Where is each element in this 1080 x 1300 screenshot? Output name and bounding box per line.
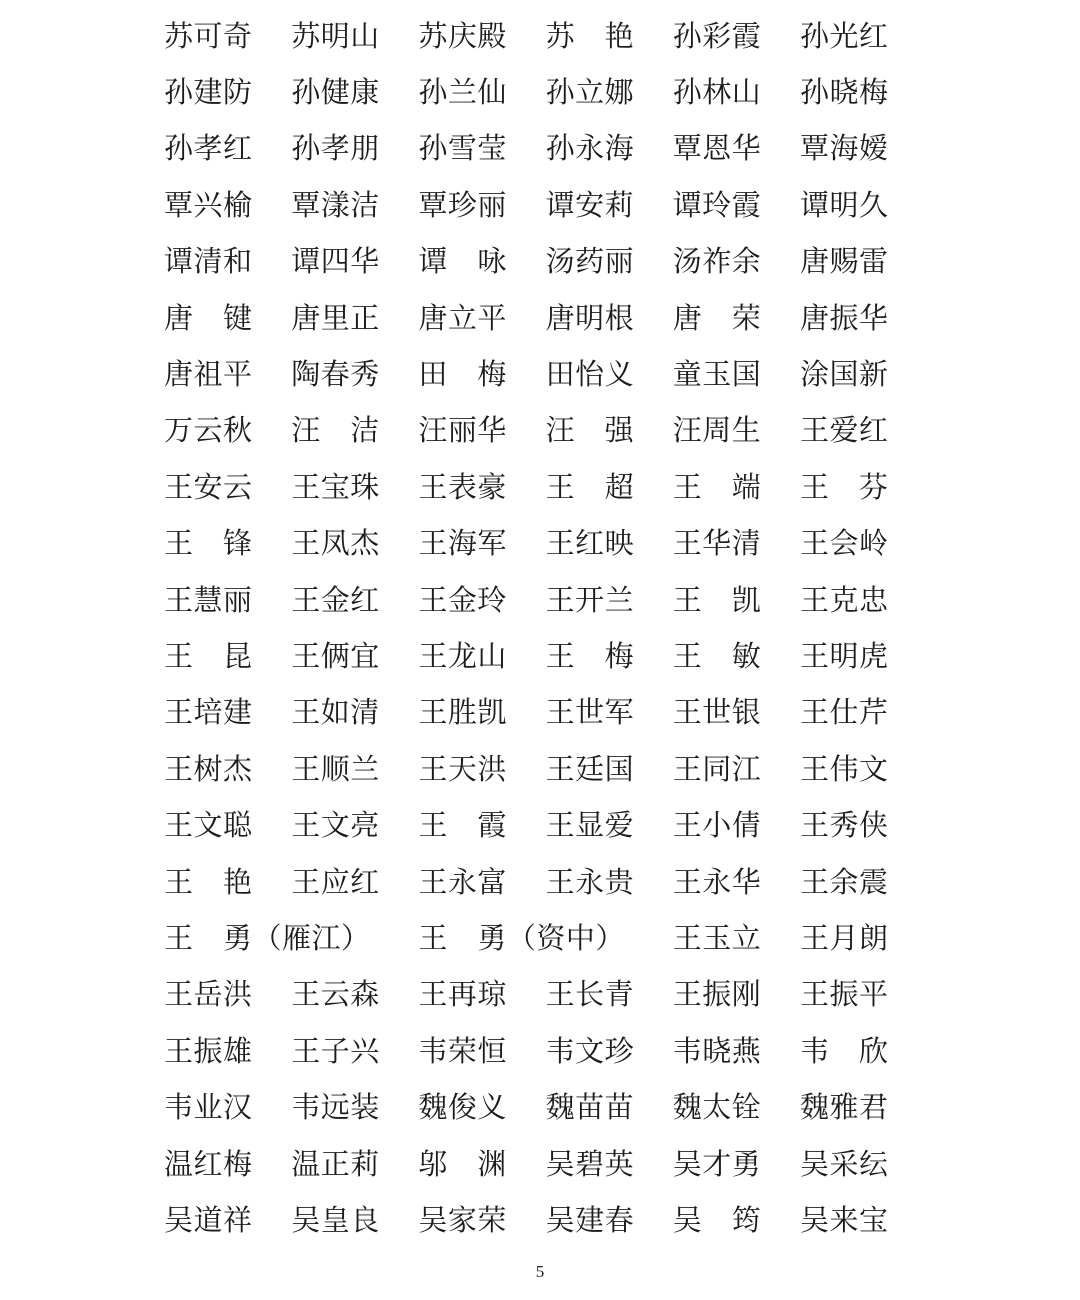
name-cell: 覃珍丽 xyxy=(418,189,507,222)
name-cell: 王会岭 xyxy=(799,528,889,561)
name-cell: 王金玲 xyxy=(418,584,507,617)
name-cell: 魏俊义 xyxy=(418,1092,507,1125)
name-cell: 王长青 xyxy=(545,979,635,1012)
name-cell: 吴采纭 xyxy=(799,1148,889,1181)
name-cell: 王 昆 xyxy=(164,640,253,673)
name-cell: 童玉国 xyxy=(672,359,762,392)
name-row xyxy=(164,911,934,967)
name-cell: 王 端 xyxy=(672,471,762,504)
name-cell: 孙彩霞 xyxy=(672,20,762,53)
name-cell: 唐 键 xyxy=(164,302,253,335)
name-cell: 万云秋 xyxy=(164,415,253,448)
name-cell: 孙兰仙 xyxy=(418,77,507,110)
name-cell: 吴 筠 xyxy=(672,1204,762,1237)
name-cell: 王 勇（雁江） xyxy=(164,922,371,955)
name-cell: 陶春秀 xyxy=(291,359,380,392)
name-cell: 吴来宝 xyxy=(799,1204,889,1237)
name-cell: 吴家荣 xyxy=(418,1204,507,1237)
name-cell: 魏雅君 xyxy=(799,1092,889,1125)
name-cell: 唐立平 xyxy=(418,302,507,335)
name-cell: 王振刚 xyxy=(672,979,762,1012)
name-row xyxy=(164,798,934,854)
name-cell: 王振雄 xyxy=(164,1035,253,1068)
name-cell: 王 敏 xyxy=(672,640,762,673)
name-cell: 王 霞 xyxy=(418,810,507,843)
name-cell: 谭安莉 xyxy=(545,189,635,222)
name-cell: 王海军 xyxy=(418,528,507,561)
name-cell: 王子兴 xyxy=(291,1035,380,1068)
name-row xyxy=(164,291,934,347)
name-cell: 王振平 xyxy=(799,979,889,1012)
name-cell: 温红梅 xyxy=(164,1148,253,1181)
name-cell: 谭四华 xyxy=(291,246,380,279)
name-cell: 孙孝朋 xyxy=(291,133,380,166)
name-cell: 王爱红 xyxy=(799,415,889,448)
name-cell: 韦晓燕 xyxy=(672,1035,762,1068)
name-cell: 孙林山 xyxy=(672,77,762,110)
name-cell: 汤祚余 xyxy=(672,246,762,279)
name-row xyxy=(164,1080,934,1136)
name-grid xyxy=(164,9,934,1250)
name-cell: 苏 艳 xyxy=(545,20,635,53)
name-cell: 王余震 xyxy=(799,866,889,899)
name-row xyxy=(164,178,934,234)
name-cell: 魏太铨 xyxy=(672,1092,762,1125)
name-cell: 唐振华 xyxy=(799,302,889,335)
name-cell: 王廷国 xyxy=(545,753,635,786)
name-cell: 孙晓梅 xyxy=(799,77,889,110)
name-cell: 汪周生 xyxy=(672,415,762,448)
name-cell: 韦业汉 xyxy=(164,1092,253,1125)
name-row xyxy=(164,460,934,516)
name-cell: 王慧丽 xyxy=(164,584,253,617)
name-row xyxy=(164,65,934,121)
name-cell: 覃漾洁 xyxy=(291,189,380,222)
name-cell: 韦文珍 xyxy=(545,1035,635,1068)
name-cell: 王应红 xyxy=(291,866,380,899)
name-cell: 苏可奇 xyxy=(164,20,253,53)
name-cell: 谭玲霞 xyxy=(672,189,762,222)
name-cell: 王永贵 xyxy=(545,866,635,899)
name-cell: 孙健康 xyxy=(291,77,380,110)
name-cell: 王俩宜 xyxy=(291,640,380,673)
name-cell: 谭清和 xyxy=(164,246,253,279)
page-number: 5 xyxy=(535,1262,545,1281)
name-cell: 王表豪 xyxy=(418,471,507,504)
name-cell: 孙建防 xyxy=(164,77,253,110)
name-cell: 王树杰 xyxy=(164,753,253,786)
name-cell: 王 超 xyxy=(545,471,635,504)
name-cell: 王同江 xyxy=(672,753,762,786)
name-cell: 王岳洪 xyxy=(164,979,253,1012)
name-cell: 王世军 xyxy=(545,697,635,730)
name-cell: 王 勇（资中） xyxy=(418,922,625,955)
name-cell: 王金红 xyxy=(291,584,380,617)
name-cell: 吴才勇 xyxy=(672,1148,762,1181)
name-cell: 孙立娜 xyxy=(545,77,635,110)
name-row xyxy=(164,347,934,403)
name-cell: 苏明山 xyxy=(291,20,380,53)
name-cell: 王凤杰 xyxy=(291,528,380,561)
name-cell: 田 梅 xyxy=(418,359,507,392)
name-row xyxy=(164,1137,934,1193)
name-cell: 王开兰 xyxy=(545,584,635,617)
name-cell: 王红映 xyxy=(545,528,635,561)
name-cell: 苏庆殿 xyxy=(418,20,507,53)
name-cell: 王秀侠 xyxy=(799,810,889,843)
name-cell: 王文亮 xyxy=(291,810,380,843)
name-cell: 覃兴榆 xyxy=(164,189,253,222)
name-cell: 王宝珠 xyxy=(291,471,380,504)
name-row xyxy=(164,968,934,1024)
name-cell: 韦 欣 xyxy=(799,1035,889,1068)
name-cell: 王安云 xyxy=(164,471,253,504)
name-row xyxy=(164,1024,934,1080)
name-row xyxy=(164,404,934,460)
name-row xyxy=(164,855,934,911)
name-cell: 唐 荣 xyxy=(672,302,762,335)
name-cell: 韦荣恒 xyxy=(418,1035,507,1068)
name-cell: 王仕芹 xyxy=(799,697,889,730)
name-cell: 王 艳 xyxy=(164,866,253,899)
name-cell: 吴建春 xyxy=(545,1204,635,1237)
name-cell: 王再琼 xyxy=(418,979,507,1012)
name-cell: 王显爱 xyxy=(545,810,635,843)
name-cell: 魏苗苗 xyxy=(545,1092,635,1125)
name-cell: 谭 咏 xyxy=(418,246,507,279)
name-row xyxy=(164,122,934,178)
name-cell: 王小倩 xyxy=(672,810,762,843)
name-cell: 唐明根 xyxy=(545,302,635,335)
name-cell: 涂国新 xyxy=(799,359,889,392)
name-cell: 王如清 xyxy=(291,697,380,730)
name-cell: 温正莉 xyxy=(291,1148,380,1181)
name-cell: 王明虎 xyxy=(799,640,889,673)
name-row xyxy=(164,629,934,685)
name-cell: 唐祖平 xyxy=(164,359,253,392)
name-cell: 韦远装 xyxy=(291,1092,380,1125)
name-cell: 王月朗 xyxy=(799,922,889,955)
name-cell: 王云森 xyxy=(291,979,380,1012)
name-cell: 吴道祥 xyxy=(164,1204,253,1237)
name-cell: 王玉立 xyxy=(672,922,762,955)
name-cell: 唐赐雷 xyxy=(799,246,889,279)
name-cell: 谭明久 xyxy=(799,189,889,222)
name-cell: 王 凯 xyxy=(672,584,762,617)
name-cell: 王世银 xyxy=(672,697,762,730)
name-row xyxy=(164,1193,934,1249)
name-cell: 王 梅 xyxy=(545,640,635,673)
name-cell: 田怡义 xyxy=(545,359,635,392)
name-cell: 汤药丽 xyxy=(545,246,635,279)
name-cell: 汪 洁 xyxy=(291,415,380,448)
name-cell: 王华清 xyxy=(672,528,762,561)
name-cell: 孙孝红 xyxy=(164,133,253,166)
name-cell: 王胜凯 xyxy=(418,697,507,730)
name-row xyxy=(164,9,934,65)
name-cell: 汪丽华 xyxy=(418,415,507,448)
name-cell: 王龙山 xyxy=(418,640,507,673)
name-row xyxy=(164,686,934,742)
name-cell: 汪 强 xyxy=(545,415,635,448)
name-cell: 孙光红 xyxy=(799,20,889,53)
name-cell: 吴皇良 xyxy=(291,1204,380,1237)
name-cell: 吴碧英 xyxy=(545,1148,635,1181)
name-row xyxy=(164,517,934,573)
name-cell: 唐里正 xyxy=(291,302,380,335)
name-cell: 王顺兰 xyxy=(291,753,380,786)
name-cell: 王天洪 xyxy=(418,753,507,786)
name-cell: 王文聪 xyxy=(164,810,253,843)
name-row xyxy=(164,573,934,629)
name-cell: 覃恩华 xyxy=(672,133,762,166)
name-cell: 王克忠 xyxy=(799,584,889,617)
name-row xyxy=(164,742,934,798)
name-cell: 王永华 xyxy=(672,866,762,899)
name-cell: 王伟文 xyxy=(799,753,889,786)
name-cell: 王培建 xyxy=(164,697,253,730)
name-cell: 邬 渊 xyxy=(418,1148,507,1181)
name-cell: 孙永海 xyxy=(545,133,635,166)
name-cell: 王 锋 xyxy=(164,528,253,561)
name-cell: 王 芬 xyxy=(799,471,889,504)
name-cell: 孙雪莹 xyxy=(418,133,507,166)
name-cell: 覃海嫒 xyxy=(799,133,889,166)
name-cell: 王永富 xyxy=(418,866,507,899)
name-row xyxy=(164,235,934,291)
